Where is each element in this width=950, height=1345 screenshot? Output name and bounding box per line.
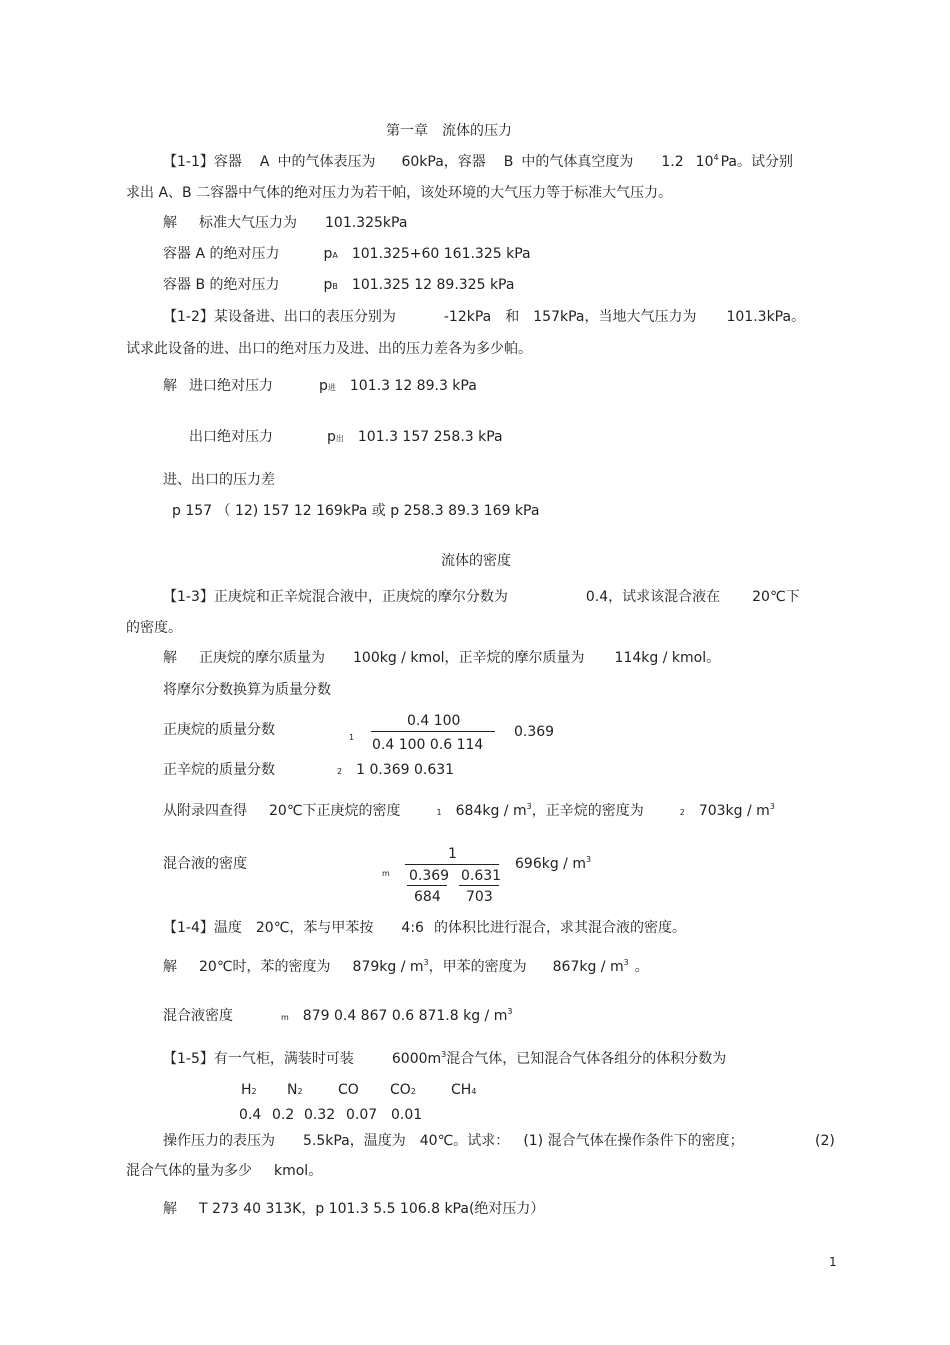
solution-1-2-line1 bbox=[163, 377, 477, 397]
solution-1-1-line1 bbox=[163, 214, 407, 232]
problem-1-2-line1 bbox=[163, 308, 805, 326]
gas-h2 bbox=[241, 1081, 257, 1101]
text: 出口绝对压力 bbox=[189, 429, 273, 445]
mix-fraction-bar bbox=[405, 864, 499, 865]
gas-symbol: CO bbox=[390, 1082, 411, 1098]
formula: 101.325+60 161.325 kPa bbox=[351, 246, 531, 262]
mix-b-numerator: 0.631 bbox=[461, 868, 502, 884]
text: 从附录四查得 bbox=[163, 803, 247, 819]
text: 。 bbox=[308, 1163, 323, 1179]
exponent: 3 bbox=[441, 1050, 447, 1059]
fraction-h2: 0.4 bbox=[239, 1107, 262, 1123]
text: 正庚烷的摩尔质量为 bbox=[199, 650, 325, 666]
exponent: 3 bbox=[423, 958, 429, 967]
section-title: 流体的密度 bbox=[441, 553, 511, 569]
fraction-co2: 0.07 bbox=[346, 1107, 378, 1123]
gas-symbol: CH bbox=[451, 1082, 472, 1098]
value: -12kPa bbox=[443, 309, 492, 325]
mix-a-denominator: 684 bbox=[414, 889, 441, 905]
solution-label: 解 bbox=[163, 959, 177, 975]
gas-ch4 bbox=[451, 1081, 476, 1101]
text: 容器 A 的绝对压力 bbox=[163, 246, 280, 262]
formula: 101.325 12 89.325 kPa bbox=[351, 277, 515, 293]
mix-a-numerator: 0.369 bbox=[409, 868, 450, 884]
subscript: 4 bbox=[471, 1087, 477, 1096]
w1-symbol-subscript: 1 bbox=[349, 733, 355, 742]
value: 867kg / m bbox=[552, 959, 624, 975]
problem-1-2-line2: 试求此设备的进、出口的绝对压力及进、出的压力差各为多少帕。 bbox=[126, 341, 532, 357]
text: (1) 混合气体在操作条件下的密度； bbox=[523, 1133, 744, 1149]
value: 4:6 bbox=[401, 920, 424, 936]
gas-co2 bbox=[390, 1081, 416, 1101]
problem-1-4-line1 bbox=[163, 919, 686, 937]
value: 20℃下 bbox=[752, 589, 800, 605]
mix-result bbox=[515, 855, 591, 875]
text: ，当地大气压力为 bbox=[584, 309, 697, 325]
value: 100kg / kmol bbox=[353, 650, 445, 666]
fraction-ch4: 0.01 bbox=[391, 1107, 423, 1123]
mix-b-bar bbox=[459, 885, 499, 886]
subscript: 2 bbox=[679, 808, 685, 817]
subscript: A bbox=[332, 251, 338, 260]
solution-1-3-line2: 将摩尔分数换算为质量分数 bbox=[163, 682, 331, 698]
text: 温度 bbox=[213, 920, 242, 936]
problem-tag: 【1-3】 bbox=[163, 589, 214, 605]
value: 101.3kPa bbox=[726, 309, 792, 325]
fraction-n2: 0.2 bbox=[272, 1107, 295, 1123]
problem-1-3-line2: 的密度。 bbox=[126, 620, 182, 636]
problem-1-5-line3 bbox=[126, 1162, 322, 1180]
exponent: 3 bbox=[769, 802, 775, 811]
subscript: 2 bbox=[297, 1087, 303, 1096]
w1-label: 正庚烷的质量分数 bbox=[163, 722, 275, 738]
text: 混合气体，已知混合气体各组分的体积分数为 bbox=[446, 1051, 727, 1067]
solution-label: 解 bbox=[163, 1201, 177, 1217]
formula: T 273 40 313K，p 101.3 5.5 106.8 kPa(绝对压力） bbox=[199, 1201, 545, 1217]
text: 操作压力的表压为 bbox=[163, 1133, 275, 1149]
value: 60kPa bbox=[401, 154, 444, 170]
w1-numerator: 0.4 100 bbox=[407, 713, 461, 729]
subscript: 1 bbox=[436, 808, 442, 817]
text: 容器 bbox=[213, 154, 242, 170]
text: 。 bbox=[791, 309, 806, 325]
text: 苯与甲苯按 bbox=[303, 920, 374, 936]
exponent: 3 bbox=[623, 958, 629, 967]
formula: 1 0.369 0.631 bbox=[356, 762, 455, 778]
exponent: 3 bbox=[585, 855, 592, 864]
text: 中的气体真空度为 bbox=[521, 154, 634, 170]
value: 1.2 bbox=[661, 154, 684, 170]
mix-a-bar bbox=[407, 885, 447, 886]
value: 157kPa bbox=[533, 309, 585, 325]
solution-1-2-line4: p 157 （ 12) 157 12 169kPa 或 p 258.3 89.3 169 kPa bbox=[172, 503, 540, 519]
value: 879kg / m bbox=[352, 959, 424, 975]
value: 10 bbox=[695, 154, 714, 170]
subscript: 2 bbox=[251, 1087, 257, 1096]
exponent: 4 bbox=[713, 153, 719, 162]
text: 混合气体的量为多少 bbox=[126, 1163, 252, 1179]
mix-subscript: m bbox=[382, 869, 390, 878]
value: 5.5kPa bbox=[303, 1133, 350, 1149]
mix-numerator: 1 bbox=[448, 846, 457, 862]
text: ，容器 bbox=[443, 154, 486, 170]
exponent: 3 bbox=[507, 1007, 513, 1016]
text: ，温度为 bbox=[349, 1133, 406, 1149]
solution-1-5-line1 bbox=[163, 1200, 544, 1218]
text: 20℃下正庚烷的密度 bbox=[269, 803, 401, 819]
formula: 879 0.4 867 0.6 871.8 kg / m bbox=[302, 1008, 508, 1024]
subscript: 进 bbox=[327, 383, 336, 392]
value: 0.4 bbox=[585, 589, 609, 605]
formula: 101.3 12 89.3 kPa bbox=[349, 378, 477, 394]
value: 101.325kPa bbox=[325, 215, 408, 231]
text: 20℃时，苯的密度为 bbox=[199, 959, 331, 975]
subscript: B bbox=[332, 282, 338, 291]
value: 6000m bbox=[391, 1051, 442, 1067]
gas-co bbox=[338, 1081, 359, 1099]
label-b: B bbox=[503, 154, 514, 170]
gas-symbol: N bbox=[287, 1082, 298, 1098]
solution-1-4-line1 bbox=[163, 958, 649, 978]
gas-symbol: CO bbox=[338, 1082, 359, 1098]
symbol: p bbox=[323, 277, 333, 293]
solution-1-4-line2 bbox=[163, 1007, 512, 1027]
problem-1-5-line1 bbox=[163, 1050, 726, 1070]
problem-1-5-item2: (2) bbox=[815, 1133, 835, 1149]
symbol: p bbox=[327, 429, 336, 445]
text: 正庚烷和正辛烷混合液中，正庚烷的摩尔分数为 bbox=[213, 589, 508, 605]
subscript: 出 bbox=[335, 434, 344, 443]
value: 114kg / kmol bbox=[614, 650, 707, 666]
text: ，正辛烷的密度为 bbox=[531, 803, 644, 819]
subscript: m bbox=[281, 1013, 289, 1022]
w1-result: 0.369 bbox=[514, 724, 555, 740]
value: 696kg / m bbox=[515, 856, 586, 872]
value: 684kg / m bbox=[455, 803, 527, 819]
text: 的体积比进行混合，求其混合液的密度。 bbox=[433, 920, 686, 936]
mix-b-denominator: 703 bbox=[466, 889, 493, 905]
page-number: 1 bbox=[829, 1255, 837, 1269]
solution-label: 解 bbox=[163, 215, 177, 231]
text: ，试求该混合液在 bbox=[608, 589, 721, 605]
solution-1-1-line2 bbox=[163, 245, 531, 265]
problem-1-1-line2: 求出 A、B 二容器中气体的绝对压力为若干帕，该处环境的大气压力等于标准大气压力。 bbox=[126, 185, 673, 201]
problem-1-1-line1 bbox=[163, 153, 793, 173]
text: 。 bbox=[706, 650, 721, 666]
solution-label: 解 bbox=[163, 378, 177, 394]
w1-denominator: 0.4 100 0.6 114 bbox=[372, 737, 484, 753]
text: 中的气体表压为 bbox=[277, 154, 376, 170]
text: 容器 B 的绝对压力 bbox=[163, 277, 280, 293]
solution-1-2-line3: 进、出口的压力差 bbox=[163, 472, 275, 488]
problem-1-3-line1 bbox=[163, 588, 800, 606]
symbol: p bbox=[323, 246, 333, 262]
text: 进口绝对压力 bbox=[189, 378, 273, 394]
text: 正辛烷的质量分数 bbox=[163, 762, 275, 778]
text: 某设备进、出口的表压分别为 bbox=[213, 309, 396, 325]
value: kmol bbox=[274, 1163, 309, 1179]
subscript: 2 bbox=[337, 767, 343, 776]
problem-tag: 【1-2】 bbox=[163, 309, 214, 325]
problem-1-5-line2 bbox=[163, 1132, 744, 1150]
lookup-line bbox=[163, 802, 775, 822]
text: ，正辛烷的摩尔质量为 bbox=[444, 650, 585, 666]
value: 40℃。试求： bbox=[419, 1133, 510, 1149]
label-a: A bbox=[259, 154, 270, 170]
exponent: 3 bbox=[526, 802, 532, 811]
text: 标准大气压力为 bbox=[199, 215, 297, 231]
text: 和 bbox=[505, 309, 520, 325]
solution-1-2-line2 bbox=[189, 428, 503, 448]
problem-tag: 【1-5】 bbox=[163, 1051, 214, 1067]
chapter-title: 第一章 流体的压力 bbox=[386, 123, 512, 139]
text: Pa。试分别 bbox=[720, 154, 793, 170]
problem-tag: 【1-1】 bbox=[163, 154, 214, 170]
text: ，甲苯的密度为 bbox=[428, 959, 527, 975]
value: 20℃， bbox=[255, 920, 304, 936]
gas-symbol: H bbox=[241, 1082, 252, 1098]
fraction-co: 0.32 bbox=[304, 1107, 336, 1123]
w2-line bbox=[163, 761, 454, 781]
solution-1-3-line1 bbox=[163, 649, 720, 667]
formula: 101.3 157 258.3 kPa bbox=[357, 429, 503, 445]
value: 703kg / m bbox=[698, 803, 770, 819]
subscript: 2 bbox=[410, 1087, 416, 1096]
mix-label: 混合液的密度 bbox=[163, 856, 247, 872]
text: 。 bbox=[634, 959, 649, 975]
problem-tag: 【1-4】 bbox=[163, 920, 214, 936]
text: 混合液密度 bbox=[163, 1008, 233, 1024]
solution-1-1-line3 bbox=[163, 276, 514, 296]
text: 有一气柜，满装时可装 bbox=[213, 1051, 354, 1067]
gas-n2 bbox=[287, 1081, 303, 1101]
symbol: p bbox=[319, 378, 328, 394]
solution-label: 解 bbox=[163, 650, 177, 666]
w1-fraction-bar bbox=[371, 731, 495, 732]
